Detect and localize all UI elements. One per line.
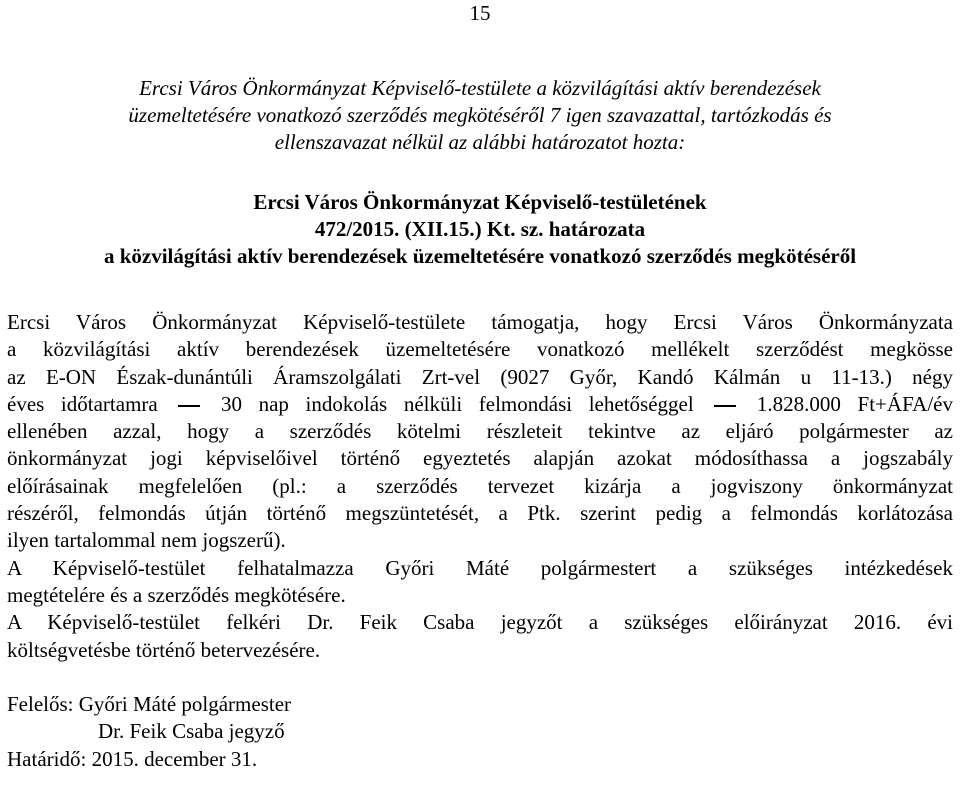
- body-line: A Képviselő-testület felhatalmazza Győri Máté polgármestert a szükséges intézkedések: [7, 555, 953, 580]
- intro-text: [0, 75, 960, 156]
- term-text: éves időtartamra: [7, 391, 158, 416]
- deadline-value: 2015. december 31.: [91, 746, 258, 771]
- responsible-line-2: Dr. Feik Csaba jegyző: [98, 719, 285, 744]
- body-line: önkormányzat jogi képviselőivel történő egyeztetés alapján azokat módosíthassa a jogszabály: [7, 446, 953, 471]
- body-line: költségvetésbe történő betervezésére.: [7, 637, 321, 662]
- dash: [178, 405, 200, 407]
- body-line: [7, 391, 953, 418]
- body-line: az E-ON Észak-dunántúli Áramszolgálati Zrt-vel (9027 Győr, Kandó Kálmán u 11-13.) négy: [7, 364, 953, 389]
- spacer: [7, 664, 953, 691]
- fee-text: 1.828.000 Ft+ÁFA/év: [756, 391, 954, 416]
- resolution-number: 472/2015. (XII.15.) Kt. sz. határozata: [314, 217, 646, 241]
- resolution-subject: a közvilágítási aktív berendezések üzemeltetésére vonatkozó szerződés megkötéséről: [103, 244, 857, 268]
- responsible-name: Győri Máté polgármester: [78, 692, 292, 717]
- body-line: részéről, felmondás útján történő megszüntetését, a Ptk. szerint pedig a felmondás korlátozása: [7, 501, 953, 526]
- responsible-label: Felelős:: [7, 692, 74, 717]
- notice-text: 30 nap indokolás nélküli felmondási lehetőséggel: [220, 391, 694, 416]
- intro-line: Ercsi Város Önkormányzat Képviselő-testülete a közvilágítási aktív berendezések: [139, 76, 821, 100]
- resolution-body: [7, 309, 953, 773]
- body-line: előírásainak megfelelően (pl.: a szerződés tervezet kizárja a jogviszony önkormányzat: [7, 473, 953, 498]
- body-line: Ercsi Város Önkormányzat Képviselő-testülete támogatja, hogy Ercsi Város Önkormányzata: [7, 310, 953, 334]
- body-line: ilyen tartalommal nem jogszerű).: [7, 528, 286, 553]
- heading-title: Ercsi Város Önkormányzat Képviselő-testületének: [253, 190, 707, 214]
- body-line: a közvilágítási aktív berendezések üzemeltetésére vonatkozó mellékelt szerződést megkösse: [7, 337, 953, 362]
- resolution-heading: [0, 189, 960, 270]
- body-line: ellenében azzal, hogy a szerződés kötelmi részleteit tekintve az eljáró polgármester az: [7, 419, 953, 444]
- deadline-label: Határidő:: [7, 746, 87, 771]
- dash: [714, 405, 736, 407]
- intro-line: üzemeltetésére vonatkozó szerződés megkötéséről 7 igen szavazattal, tartózkodás és: [128, 103, 832, 127]
- page-number: 15: [469, 1, 491, 25]
- body-line: A Képviselő-testület felkéri Dr. Feik Csaba jegyzőt a szükséges előirányzat 2016. évi: [7, 610, 953, 635]
- deadline-line: [7, 746, 953, 773]
- body-line: megtételére és a szerződés megkötésére.: [7, 582, 346, 607]
- intro-line: ellenszavazat nélkül az alábbi határozatot hozta:: [274, 130, 686, 154]
- responsible-line: [7, 691, 953, 718]
